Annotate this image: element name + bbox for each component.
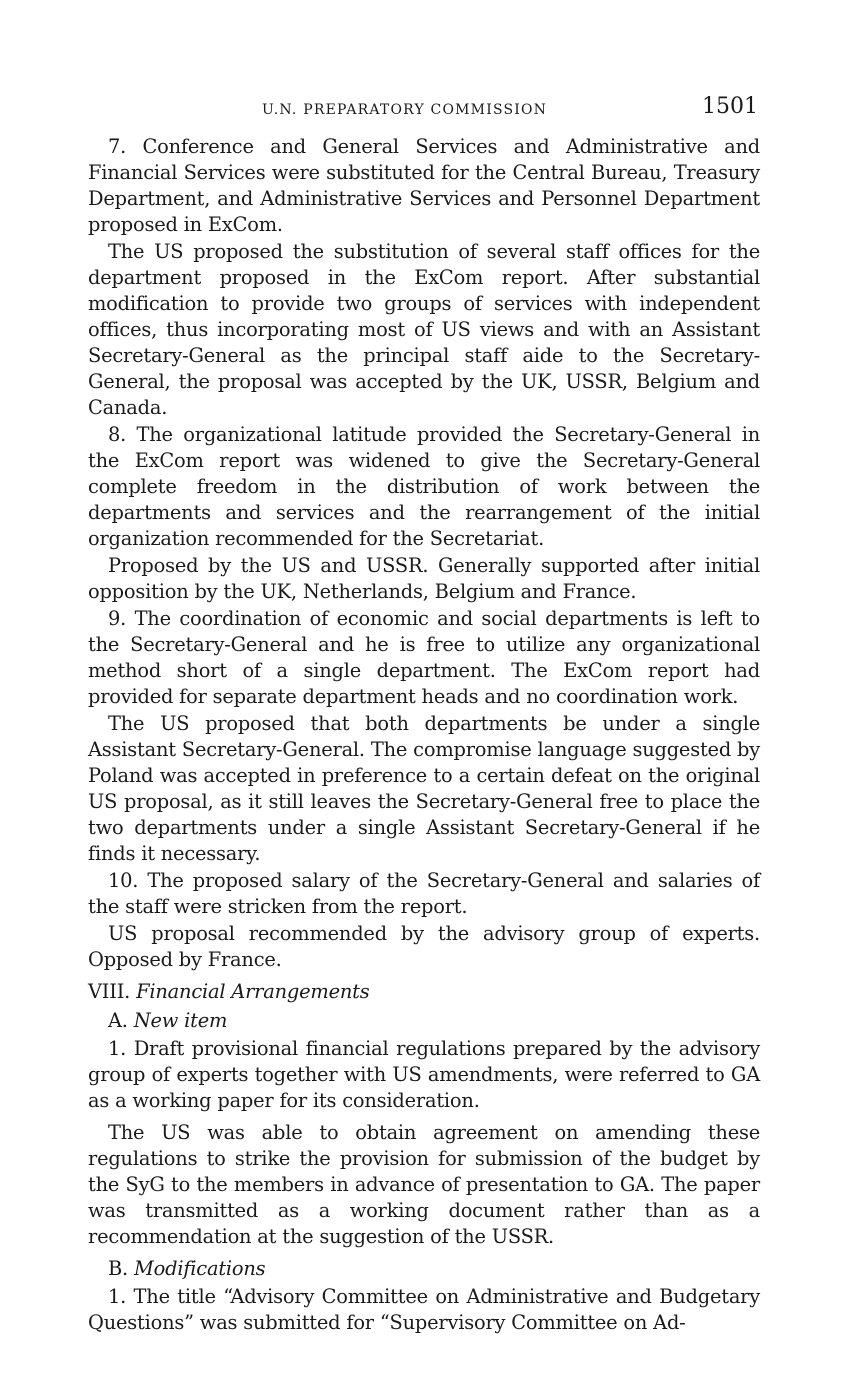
paragraph-b1: 1. The title “Advisory Committee on Administrative and Budgetary Questions” was submitted for “Supervisory Committee on Ad- (88, 1285, 760, 1334)
paragraph-item-10: 10. The proposed salary of the Secretary-General and salaries of the staff were stricken from the report. (88, 869, 760, 918)
subheading-a-letter: A. (108, 1009, 128, 1032)
subheading-b (88, 1256, 760, 1282)
paragraph-item-9-comment: The US proposed that both departments be under a single Assistant Secretary-General. The compromise language suggested by Poland was accepted in preference to a certain defeat on the original US proposal, as it still leaves the Secretary-General free to place the two departments under a single Assistant Secretary-General if he finds it necessary. (88, 712, 760, 865)
paragraph-item-8: 8. The organizational latitude provided the Secretary-General in the ExCom report was widened to give the Secretary-General complete freedom in the distribution of work between the departments and services and the rearrangement of the initial organization recommended for the Secretariat. (88, 423, 760, 550)
subheading-a (88, 1008, 760, 1034)
section-number: VIII. (88, 980, 131, 1003)
paragraph-item-9: 9. The coordination of economic and social departments is left to the Secretary-General and he is free to utilize any organizational method short of a single department. The ExCom report had provided for separate department heads and no coordination work. (88, 607, 760, 708)
paragraph-item-7-comment: The US proposed the substitution of several staff offices for the department proposed in the ExCom report. After substantial modification to provide two groups of services with independent offices, thus incorporating most of US views and with an Assistant Secretary-General as the principal staff aide to the Secretary-General, the proposal was accepted by the UK, USSR, Belgium and Canada. (88, 240, 760, 419)
section-title: Financial Arrangements (136, 980, 370, 1003)
running-header (88, 94, 760, 134)
paragraph-a1: 1. Draft provisional financial regulations prepared by the advisory group of experts together with US amendments, were referred to GA as a working paper for its consideration. (88, 1037, 760, 1112)
running-title: U.N. PREPARATORY COMMISSION (262, 102, 548, 118)
subheading-a-title: New item (133, 1009, 228, 1032)
section-heading-viii (88, 979, 760, 1005)
body-text (88, 134, 760, 1336)
paragraph-item-8-comment: Proposed by the US and USSR. Generally supported after initial opposition by the UK, Netherlands, Belgium and France. (88, 554, 760, 603)
paragraph-item-10-comment: US proposal recommended by the advisory group of experts. Opposed by France. (88, 922, 760, 971)
paragraph-item-7: 7. Conference and General Services and Administrative and Financial Services were substituted for the Central Bureau, Treasury Department, and Administrative Services and Personnel Department proposed in ExCom. (88, 135, 760, 236)
page-number: 1501 (702, 94, 758, 119)
subheading-b-title: Modifications (133, 1257, 266, 1280)
paragraph-a1-comment: The US was able to obtain agreement on amending these regulations to strike the provision for submission of the budget by the SyG to the members in advance of presentation to GA. The paper was transmitted as a working document rather than as a recommendation at the suggestion of the USSR. (88, 1121, 760, 1248)
subheading-b-letter: B. (108, 1257, 129, 1280)
document-page (88, 94, 760, 1336)
